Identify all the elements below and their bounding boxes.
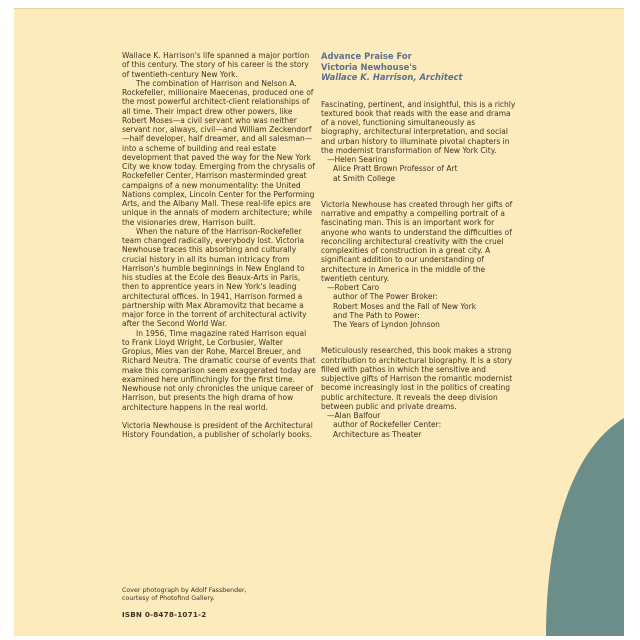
praise-author-title: Alice Pratt Brown Professor of Art [333,164,458,174]
right-column [321,51,517,439]
praise-heading-book-title: Wallace K. Harrison, Architect [321,72,463,82]
praise-block [321,200,517,330]
praise-author-title: author of Rockefeller Center: [333,420,442,430]
praise-quote: Victoria Newhouse has created through her gifts of narrative and empathy a compelling portrait of a fascinating man. This is an important work for anyone who wants to understand the difficulties of reconciling architectural creativity with the cruel complexities of construction in a great city. A significant addition to our understanding of architecture in America in the middle of the twentieth century. [321,199,513,283]
photo-credit [122,587,322,603]
praise-author-title: and The Path to Power: [333,310,420,320]
praise-author-title: author of The Power Broker: [333,292,438,302]
teal-arc-shape [14,8,624,636]
praise-heading-line: Victoria Newhouse's [321,61,417,72]
praise-heading-line: Advance Praise For [321,51,412,61]
praise-attribution [321,155,517,183]
photo-credit-line: courtesy of Photofind Gallery. [122,595,215,603]
praise-attribution [321,411,517,439]
praise-quote: Meticulously researched, this book makes a strong contribution to architectural biography. It is a story filled with pathos in which the sensitive and subjective gifts of Harrison the romantic modernist become increasingly lost in the politics of creating public architecture. It reveals the deep division between public and private dreams. [321,346,513,411]
left-column [122,51,316,439]
praise-author: —Helen Searing [327,155,388,164]
praise-block [321,346,517,439]
praise-author: —Alan Balfour [327,411,381,420]
photo-credit-line: Cover photograph by Adolf Fassbender, [122,587,247,594]
praise-author-title: at Smith College [333,173,396,183]
praise-author: —Robert Caro [327,283,380,292]
intro-paragraph: Wallace K. Harrison's life spanned a major portion of this century. The story of his career is the story of twentieth-century New York. [122,51,310,79]
praise-attribution [321,283,517,329]
praise-heading [321,51,517,83]
body-paragraph: In 1956, Time magazine rated Harrison equal to Frank Lloyd Wright, Le Corbusier, Walter Gropius, Mies van der Rohe, Marcel Breuer, and Richard Neutra. The dramatic course of events that make this comparison seem exaggerated today are examined here unflinchingly for the first time. Newhouse not only chronicles the unique career of Harrison, but presents the high drama of how architecture happens in the real world. [122,328,316,412]
praise-author-title: The Years of Lyndon Johnson [333,320,440,329]
praise-author-title: Architecture as Theater [333,429,422,439]
praise-author-title: Robert Moses and the Fall of New York [333,301,477,311]
isbn-number: ISBN 0-8478-1071-2 [122,610,207,619]
praise-quote: Fascinating, pertinent, and insightful, this is a richly textured book that reads with the ease and drama of a novel, functioning simultaneously as biography, architectural interpretation, and social and urban history to illuminate pivotal chapters in the modernist transformation of New York City. [321,99,516,155]
body-paragraph: When the nature of the Harrison-Rockefeller team changed radically, everybody lost. Victoria Newhouse traces this absorbing and culturally crucial history in all its human intricacy from Harrison's humble beginnings in New England to his studies at the Ecole des Beaux-Arts in Paris, then to apprentice years in New York's leading architectural offices. In 1941, Harrison formed a partnership with Max Abramovitz that became a major force in the torrent of architectural activity after the Second World War. [122,226,307,329]
author-bio: Victoria Newhouse is president of the Architectural History Foundation, a publisher of scholarly books. [122,420,313,439]
book-back-cover [14,8,624,636]
praise-block [321,100,517,183]
body-paragraph: The combination of Harrison and Nelson A. Rockefeller, millionaire Maecenas, produced one of the most powerful architect-client relationships of all time. Their impact drew other powers, like Robert Moses—a civil servant who was neither servant nor, always, civil—and William Zeckendorf—half developer, half dreamer, and all salesman—into a scheme of building and real estate development that paved the way for the New York City we know today. Emerging from the chrysalis of Rockefeller Center, Harrison masterminded great campaigns of a new monumentality: the United Nations complex, Lincoln Center for the Performing Arts, and the Albany Mall. These real-life epics are unique in the annals of modern architecture; while the visionaries drew, Harrison built. [122,78,315,227]
